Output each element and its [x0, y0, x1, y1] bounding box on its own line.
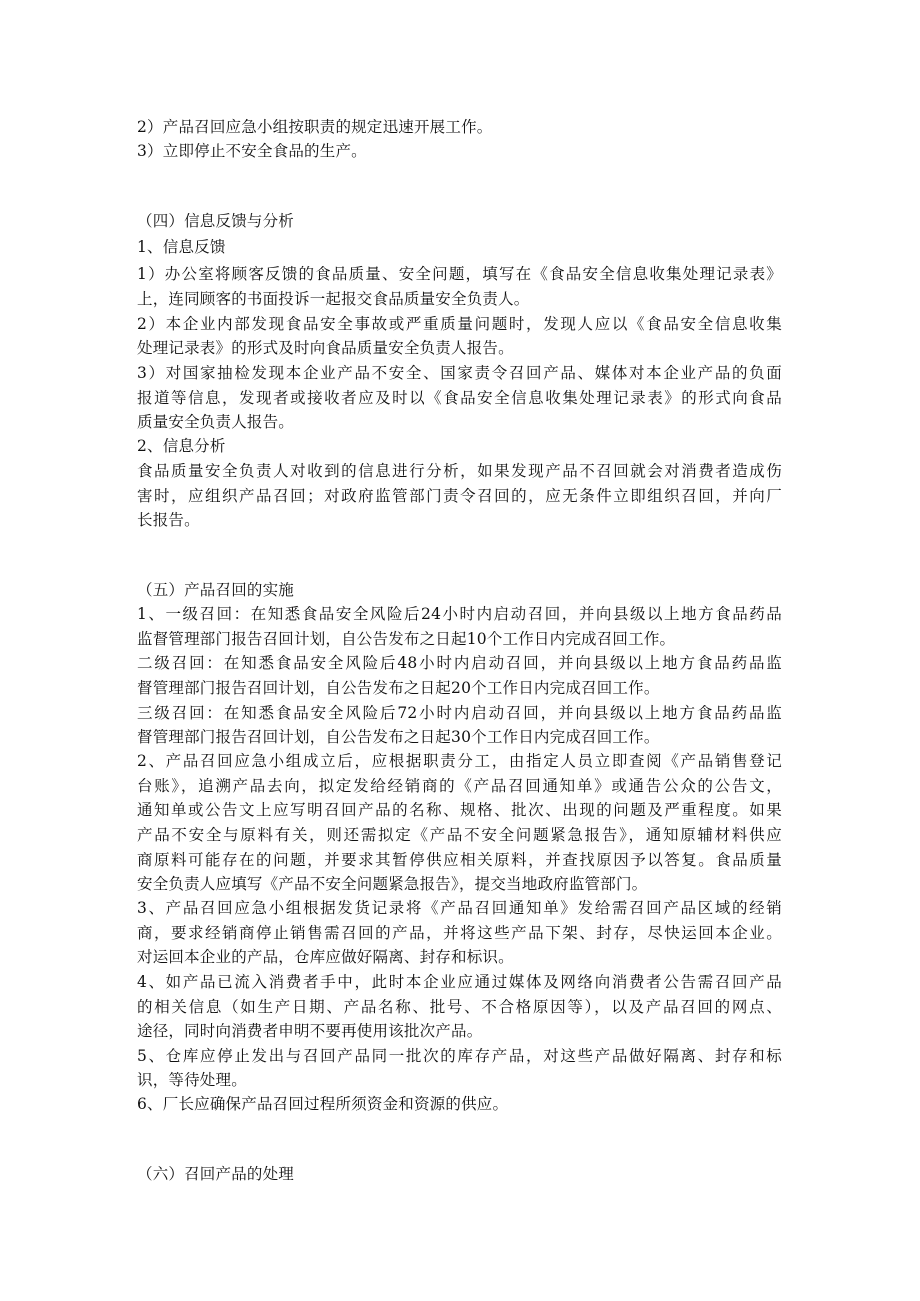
text-line: 2、信息分析	[137, 437, 226, 455]
text-line: 3）立即停止不安全食品的生产。	[137, 142, 367, 160]
text-line: 食品质量安全负责人对收到的信息进行分析，如果发现产品不召回就会对消费者造成伤	[137, 462, 782, 480]
text-line: 台账》，追溯产品去向，拟定发给经销商的《产品召回通知单》或通告公众的公告文，	[137, 777, 782, 795]
text-line: 4、如产品已流入消费者手中，此时本企业应通过媒体及网络向消费者公告需召回产品	[137, 973, 782, 991]
text-line: 上，连同顾客的书面投诉一起报交食品质量安全负责人。	[137, 290, 530, 308]
text-line: 的相关信息（如生产日期、产品名称、批号、不合格原因等），以及产品召回的网点、	[137, 998, 782, 1016]
text-line: （六）召回产品的处理	[137, 1165, 295, 1183]
text-line: 质量安全负责人报告。	[137, 413, 295, 431]
text-line: （五）产品召回的实施	[137, 581, 295, 599]
text-line: 商，要求经销商停止销售需召回的产品，并将这些产品下架、封存，尽快运回本企业。	[137, 924, 782, 942]
text-line: 处理记录表》的形式及时向食品质量安全负责人报告。	[137, 339, 514, 357]
text-line: 5、仓库应停止发出与召回产品同一批次的库存产品，对这些产品做好隔离、封存和标	[137, 1047, 782, 1065]
text-line: 2）本企业内部发现食品安全事故或严重质量问题时，发现人应以《食品安全信息收集	[137, 315, 782, 333]
text-line: 监督管理部门报告召回计划，自公告发布之日起10个工作日内完成召回工作。	[137, 630, 676, 648]
text-line: 报道等信息，发现者或接收者应及时以《食品安全信息收集处理记录表》的形式向食品	[137, 389, 782, 407]
text-line: 督管理部门报告召回计划，自公告发布之日起30个工作日内完成召回工作。	[137, 728, 660, 746]
text-line: 长报告。	[137, 511, 200, 529]
text-line: 对运回本企业的产品，仓库应做好隔离、封存和标识。	[137, 948, 514, 966]
text-line: 1、一级召回：在知悉食品安全风险后24小时内启动召回，并向县级以上地方食品药品	[137, 605, 782, 623]
text-line: 途径，同时向消费者申明不要再使用该批次产品。	[137, 1022, 483, 1040]
text-line: 3、产品召回应急小组根据发货记录将《产品召回通知单》发给需召回产品区域的经销	[137, 899, 782, 917]
text-line: 3）对国家抽检发现本企业产品不安全、国家责令召回产品、媒体对本企业产品的负面	[137, 364, 782, 382]
text-line: 2）产品召回应急小组按职责的规定迅速开展工作。	[137, 118, 493, 136]
text-line: 三级召回：在知悉食品安全风险后72小时内启动召回，并向县级以上地方食品药品监	[137, 704, 782, 722]
text-line: 产品不安全与原料有关，则还需拟定《产品不安全问题紧急报告》，通知原辅材料供应	[137, 826, 782, 844]
text-line: （四）信息反馈与分析	[137, 212, 295, 230]
text-line: 通知单或公告文上应写明召回产品的名称、规格、批次、出现的问题及严重程度。如果	[137, 801, 782, 819]
text-line: 6、厂长应确保产品召回过程所须资金和资源的供应。	[137, 1095, 509, 1113]
text-line: 害时，应组织产品召回；对政府监管部门责令召回的，应无条件立即组织召回，并向厂	[137, 487, 782, 505]
text-line: 商原料可能存在的问题，并要求其暂停供应相关原料，并查找原因予以答复。食品质量	[137, 851, 782, 869]
text-line: 督管理部门报告召回计划，自公告发布之日起20个工作日内完成召回工作。	[137, 679, 660, 697]
text-line: 二级召回：在知悉食品安全风险后48小时内启动召回，并向县级以上地方食品药品监	[137, 654, 782, 672]
text-line: 1、信息反馈	[137, 238, 226, 256]
text-line: 1）办公室将顾客反馈的食品质量、安全问题，填写在《食品安全信息收集处理记录表》	[137, 265, 782, 283]
text-line: 识，等待处理。	[137, 1071, 247, 1089]
text-line: 2、产品召回应急小组成立后，应根据职责分工，由指定人员立即查阅《产品销售登记	[137, 752, 782, 770]
text-line: 安全负责人应填写《产品不安全问题紧急报告》，提交当地政府监管部门。	[137, 875, 648, 893]
